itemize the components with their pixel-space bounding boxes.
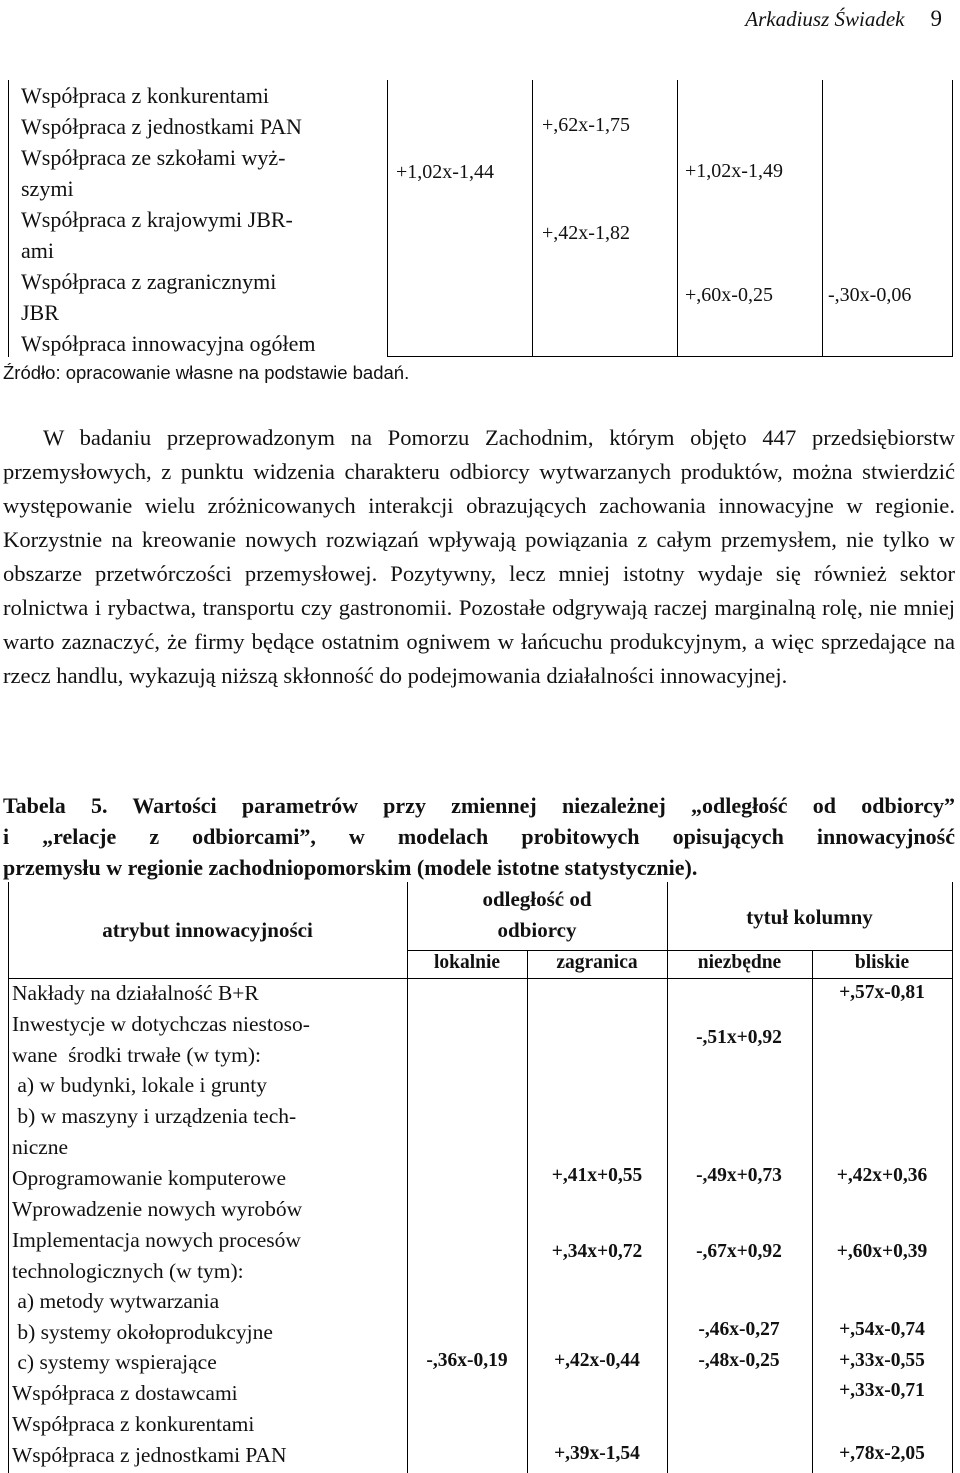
table-row-label: Wprowadzenie nowych wyrobów bbox=[12, 1197, 303, 1221]
table-cell-value: +,41x+0,55 bbox=[551, 1165, 643, 1186]
table-caption bbox=[3, 790, 955, 883]
header-author: Arkadiusz Świadek bbox=[745, 7, 905, 31]
table-cell-value: -,36x-0,19 bbox=[426, 1350, 508, 1371]
table-cell-value: +1,02x-1,44 bbox=[396, 161, 494, 183]
table-row-label: a) metody wytwarzania bbox=[12, 1289, 220, 1313]
table-row-label: Współpraca z krajowymi JBR- bbox=[21, 207, 293, 232]
table-row-label: Oprogramowanie komputerowe bbox=[12, 1166, 287, 1190]
column-header-title: tytuł kolumny bbox=[746, 905, 873, 929]
paragraph-text: W badaniu przeprowadzonym na Pomorzu Zachodnim, którym objęto 447 przedsiębiorstw przemysłowych, z punktu widzenia charakteru odbiorcy wytwarzanych produktów, można stwierdzić występowanie wielu zróżnicowanych interakcji obrazujących zachowania innowacyjne w regionie. Korzystnie na kreowanie nowych rozwiązań wpływają powiązania z całym przemysłem, nie tylko w obszarze przetwórczości przemysłowej. Pozytywny, lecz mniej istotny wydaje się również sektor rolnictwa i rybactwa, transportu czy gastronomii. Pozostałe odgrywają raczej marginalną rolę, nie mniej warto zaznaczyć, że firmy będące ostatnim ogniwem w łańcuchu produkcyjnym, a więc sprzedające na rzecz handlu, wykazują niższą skłonność do podejmowania działalności innowacyjnej. bbox=[3, 425, 955, 688]
table-cell-value: -,48x-0,25 bbox=[698, 1350, 780, 1371]
table-row-label: Współpraca z jednostkami PAN bbox=[12, 1443, 287, 1467]
table-row-label: Nakłady na działalność B+R bbox=[12, 981, 259, 1005]
subheader-lokalnie: lokalnie bbox=[433, 952, 501, 973]
caption-line: i „relacje z odbiorcami”, w modelach probitowych opisujących innowacyjność bbox=[3, 824, 955, 849]
table-row-label: Współpraca z zagranicznymi bbox=[21, 269, 277, 294]
subheader-niezbedne: niezbędne bbox=[697, 952, 782, 973]
table-border bbox=[952, 80, 953, 357]
table-cell-value: +1,02x-1,49 bbox=[685, 160, 783, 182]
table-cell-value: +,33x-0,71 bbox=[839, 1380, 925, 1401]
subheader-zagranica: zagranica bbox=[556, 952, 638, 973]
table-row-label: Współpraca z konkurentami bbox=[12, 1412, 255, 1436]
table-cell-value: +,54x-0,74 bbox=[839, 1319, 925, 1340]
table-cell-value: +,33x-0,55 bbox=[839, 1350, 925, 1371]
table-border bbox=[8, 882, 9, 1473]
table-cell-value: +,62x-1,75 bbox=[542, 114, 630, 136]
table-row-label: wane środki trwałe (w tym): bbox=[12, 1043, 261, 1067]
table-row-label: Implementacja nowych procesów bbox=[12, 1228, 301, 1252]
table-border bbox=[407, 950, 953, 951]
table-row-label: b) systemy okołoprodukcyjne bbox=[12, 1320, 273, 1344]
table-cell-value: -,51x+0,92 bbox=[696, 1027, 782, 1048]
table-border bbox=[387, 356, 953, 357]
table-cell-value: +,42x+0,36 bbox=[836, 1165, 928, 1186]
table-cell-value: -,46x-0,27 bbox=[698, 1319, 780, 1340]
table-row-label: Współpraca innowacyjna ogółem bbox=[21, 331, 316, 356]
caption-line: Tabela 5. Wartości parametrów przy zmiennej niezależnej „odległość od odbiorcy” bbox=[3, 793, 955, 818]
page-header bbox=[745, 6, 942, 32]
table-row-label: ami bbox=[21, 238, 54, 263]
table-cell-value: +,42x-1,82 bbox=[542, 222, 630, 244]
table-border bbox=[387, 80, 388, 357]
table-row-label: Współpraca z jednostkami PAN bbox=[21, 114, 302, 139]
table-border bbox=[822, 80, 823, 357]
table-cell-value: +,78x-2,05 bbox=[839, 1443, 925, 1464]
table-row-label: c) systemy wspierające bbox=[12, 1350, 217, 1374]
table-row-label: technologicznych (w tym): bbox=[12, 1259, 244, 1283]
subheader-bliskie: bliskie bbox=[854, 952, 910, 973]
table-row-label: JBR bbox=[21, 300, 59, 325]
column-header-distance: odbiorcy bbox=[497, 918, 577, 942]
table-border bbox=[527, 950, 528, 1473]
table-border bbox=[8, 80, 9, 357]
table-row-label: Współpraca z konkurentami bbox=[21, 83, 270, 108]
table-row-label: Współpraca ze szkołami wyż- bbox=[21, 145, 286, 170]
table-border bbox=[677, 80, 678, 357]
table-row-label: niczne bbox=[12, 1135, 69, 1159]
table-row-label: Współpraca z dostawcami bbox=[12, 1381, 238, 1405]
table-border bbox=[532, 80, 533, 357]
table-row-label: Inwestycje w dotychczas niestoso- bbox=[12, 1012, 310, 1036]
table-cell-value: +,34x+0,72 bbox=[551, 1241, 643, 1262]
table-row-label: a) w budynki, lokale i grunty bbox=[12, 1073, 267, 1097]
body-paragraph bbox=[3, 421, 955, 693]
table-row-label: b) w maszyny i urządzenia tech- bbox=[12, 1104, 297, 1128]
column-header-attribute: atrybut innowacyjności bbox=[102, 918, 313, 942]
table-cell-value: -,49x+0,73 bbox=[696, 1165, 782, 1186]
table-cell-value: +,39x-1,54 bbox=[554, 1443, 640, 1464]
table-cell-value: +,57x-0,81 bbox=[839, 982, 925, 1003]
table-cell-value: +,60x-0,25 bbox=[685, 284, 773, 306]
table-cell-value: -,30x-0,06 bbox=[828, 284, 912, 306]
table-source-note: Źródło: opracowanie własne na podstawie badań. bbox=[3, 362, 410, 383]
table-cell-value: +,42x-0,44 bbox=[554, 1350, 640, 1371]
table-row-label: szymi bbox=[21, 176, 74, 201]
caption-line: przemysłu w regionie zachodniopomorskim (modele istotne statystycznie). bbox=[3, 855, 698, 880]
table-cell-value: -,67x+0,92 bbox=[696, 1241, 782, 1262]
table-border bbox=[952, 882, 953, 1473]
table-cell-value: +,60x+0,39 bbox=[836, 1241, 928, 1262]
column-header-distance: odległość od bbox=[482, 887, 592, 911]
page-number: 9 bbox=[930, 6, 942, 31]
